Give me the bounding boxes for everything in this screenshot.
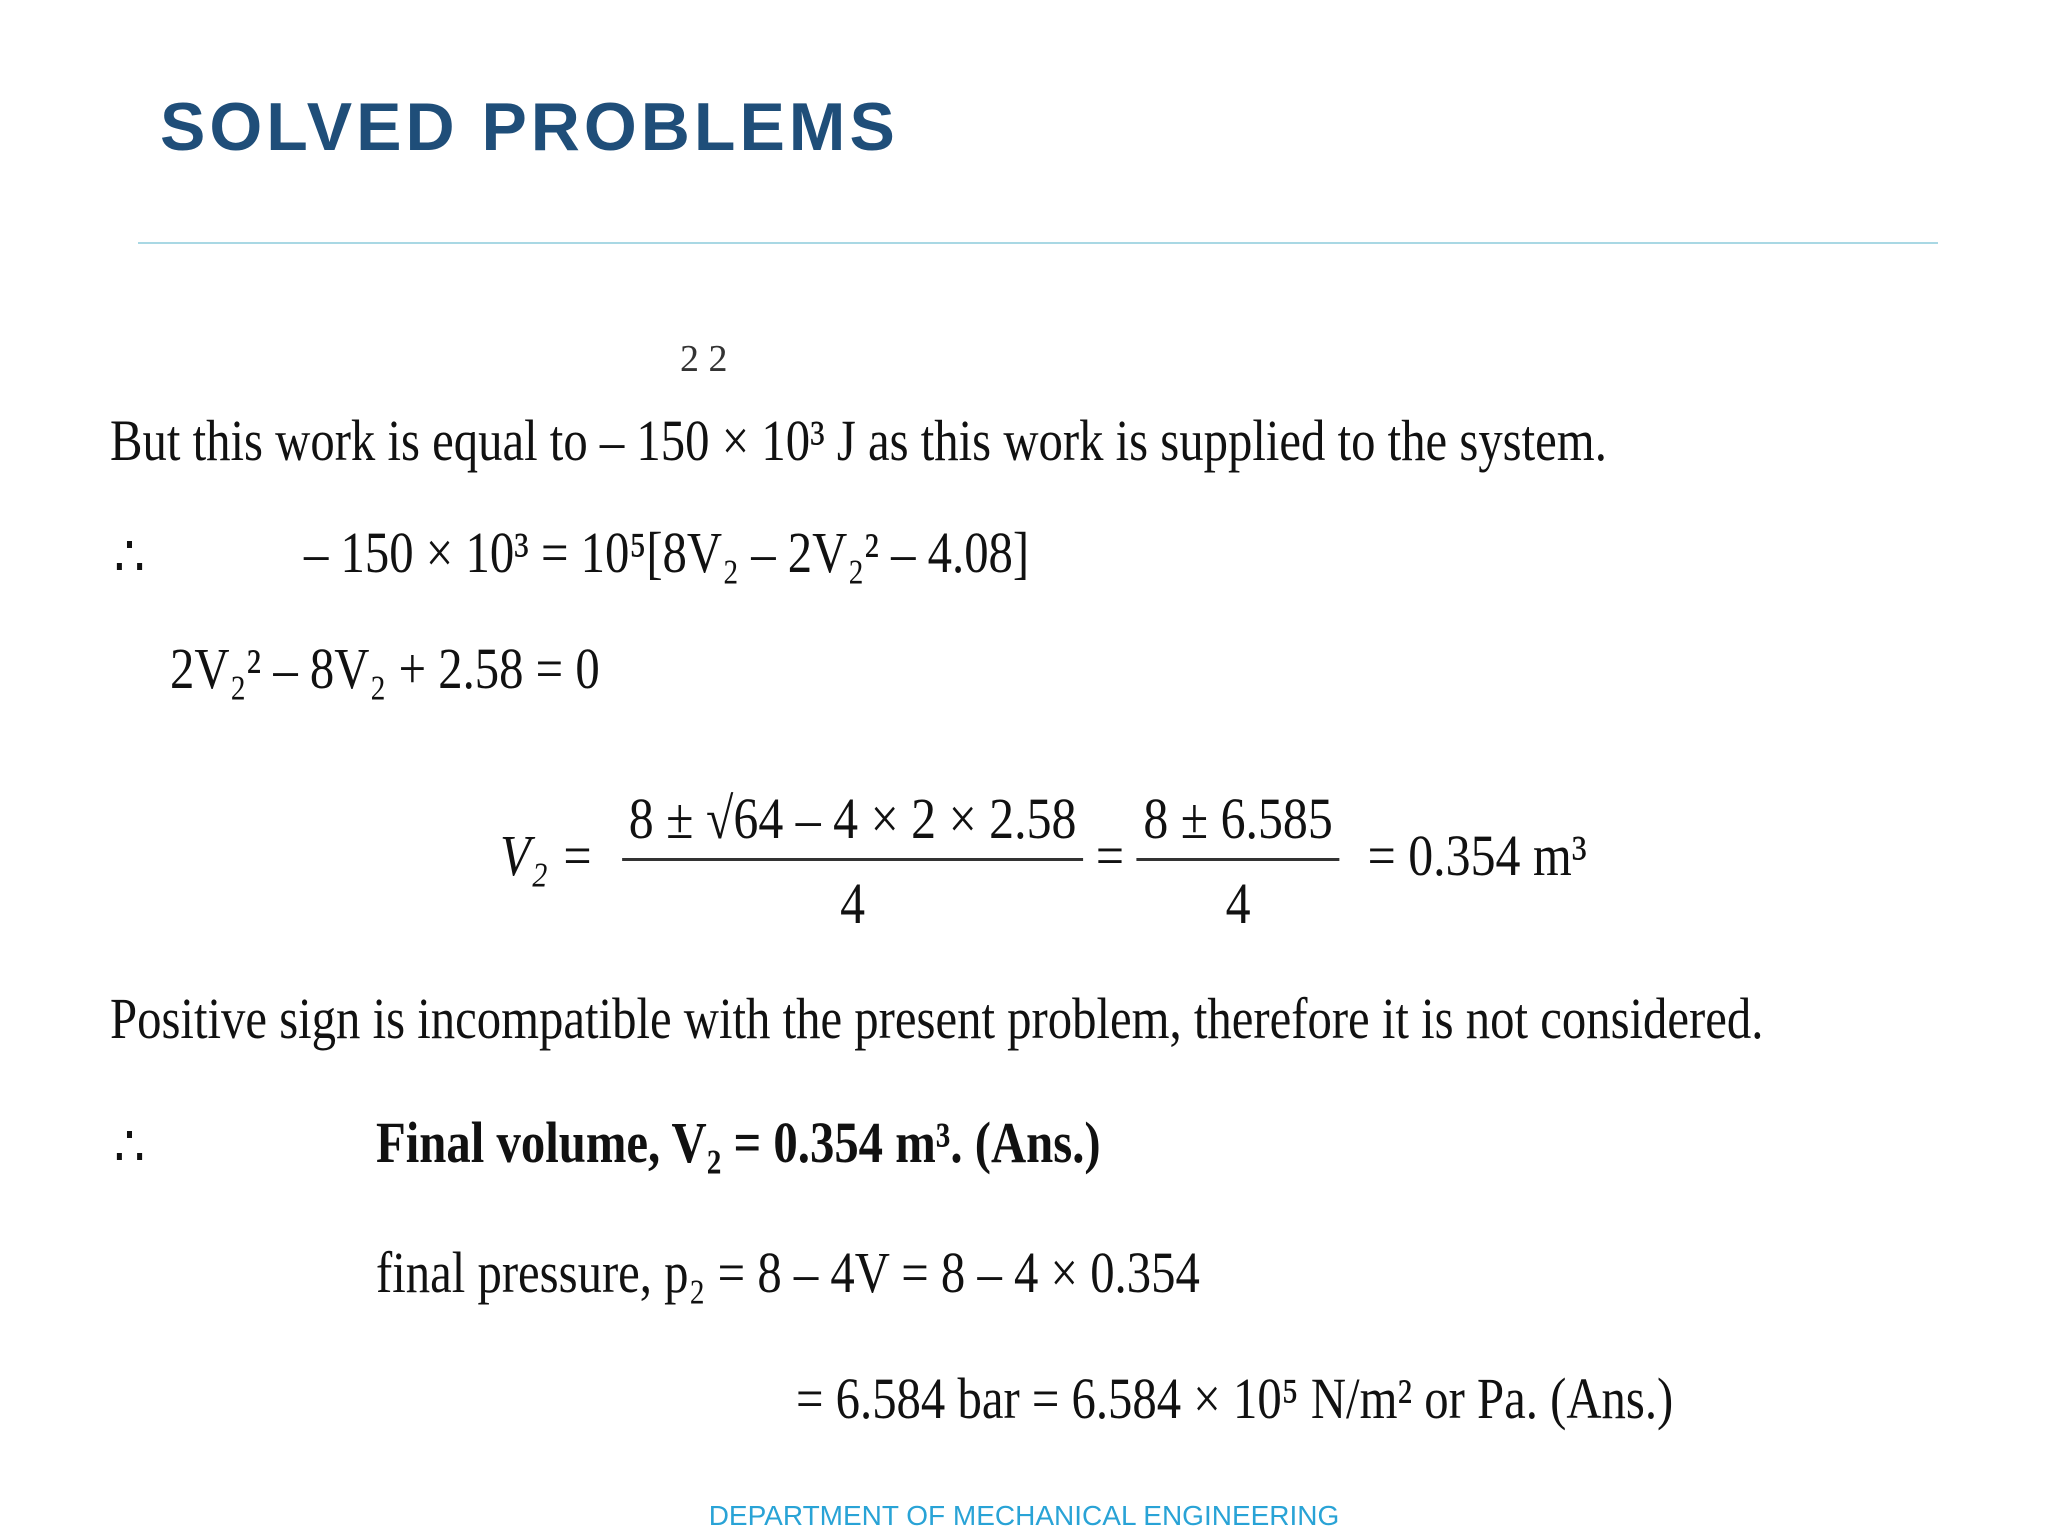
fraction-1: [622, 786, 1083, 936]
sign-note: [110, 986, 1764, 1051]
final-pressure-answer-text: = 6.584 bar = 6.584 × 10⁵ N/m² or Pa. (Ans.): [796, 1366, 1674, 1431]
work-equation: [304, 520, 1030, 585]
fraction-2-numerator: 8 ± 6.585: [1136, 790, 1339, 861]
equals-sign: =: [1095, 822, 1124, 888]
final-pressure-text: final pressure, p₂ = 8 – 4V = 8 – 4 × 0.354: [376, 1240, 1200, 1305]
work-equation-text: – 150 × 10³ = 10⁵[8V₂ – 2V₂² – 4.08]: [304, 520, 1030, 585]
v2-lhs: V₂ =: [500, 822, 594, 888]
quadratic-solution: [500, 786, 1587, 936]
final-volume-text: Final volume, V₂ = 0.354 m³. (Ans.): [376, 1110, 1101, 1175]
fraction-1-numerator: 8 ± √64 – 4 × 2 × 2.58: [622, 790, 1083, 861]
final-pressure-line: [376, 1240, 1200, 1305]
sign-note-text: Positive sign is incompatible with the present problem, therefore it is not considered.: [110, 986, 1764, 1051]
quadratic-equation: [170, 636, 600, 701]
volume-result: = 0.354 m³: [1367, 822, 1587, 888]
quadratic-equation-text: 2V₂² – 8V₂ + 2.58 = 0: [170, 636, 600, 701]
therefore-symbol-2: [114, 1114, 146, 1179]
work-statement-text: But this work is equal to – 150 × 10³ J as this work is supplied to the system.: [110, 408, 1607, 473]
therefore-symbol-1: [114, 524, 146, 589]
truncated-fragment-text: 2 2: [680, 338, 728, 380]
fraction-1-denominator: 4: [840, 871, 866, 936]
work-statement: [110, 408, 1607, 473]
footer-department: DEPARTMENT OF MECHANICAL ENGINEERING: [708, 1500, 1340, 1531]
therefore-icon: ∴: [114, 524, 146, 589]
truncated-fragment: [680, 340, 728, 378]
fraction-2: [1136, 786, 1339, 936]
final-volume-answer: [376, 1110, 1101, 1175]
fraction-2-denominator: 4: [1225, 871, 1251, 936]
slide-title: SOLVED PROBLEMS: [160, 89, 899, 165]
therefore-icon: ∴: [114, 1114, 146, 1179]
final-pressure-answer: [796, 1366, 1674, 1431]
